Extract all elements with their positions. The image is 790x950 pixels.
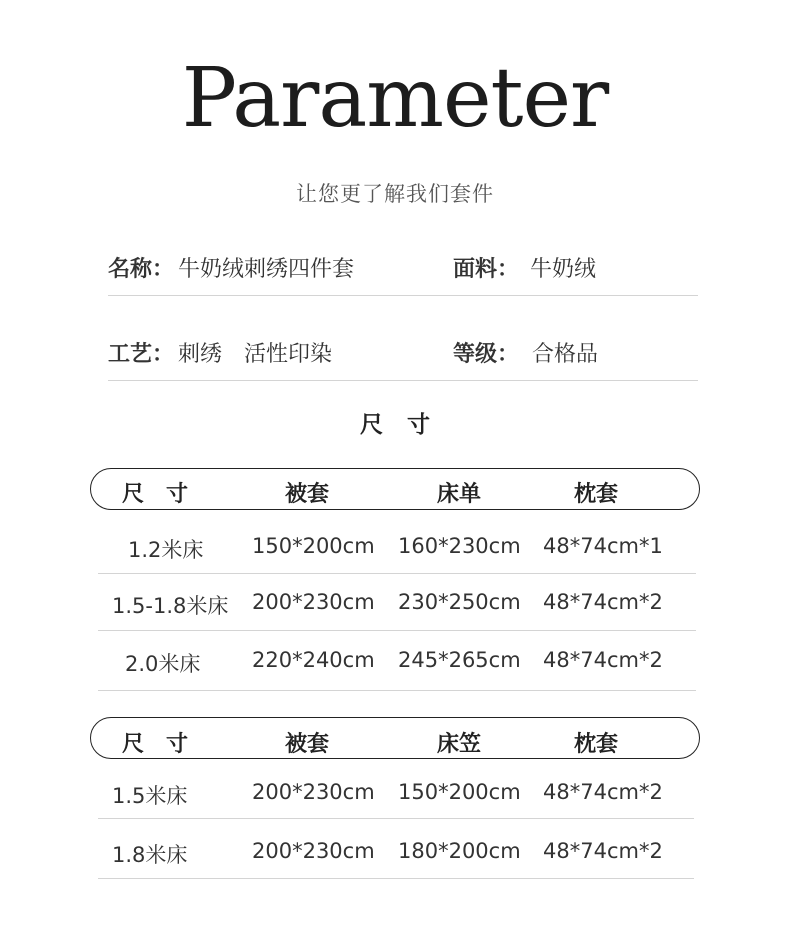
table-cell: 48*74cm*2: [543, 590, 663, 614]
row-divider: [98, 690, 696, 691]
row-divider: [98, 818, 694, 819]
divider: [108, 295, 698, 296]
table-cell: 150*200cm: [398, 780, 521, 804]
table-cell: 1.5-1.8米床: [112, 594, 229, 618]
page-title: Parameter: [181, 51, 609, 146]
table2-header-duvet: 被套: [285, 732, 330, 757]
name-key: 名称：: [108, 257, 175, 282]
fabric-value: 牛奶绒: [530, 257, 597, 282]
table2-header-size: 尺 寸: [122, 732, 189, 757]
table-cell: 200*230cm: [252, 839, 375, 863]
row-divider: [98, 573, 696, 574]
table-cell: 180*200cm: [398, 839, 521, 863]
table-cell: 245*265cm: [398, 648, 521, 672]
table-cell: 160*230cm: [398, 534, 521, 558]
table-cell: 150*200cm: [252, 534, 375, 558]
size-section-title: 尺寸: [360, 412, 454, 438]
row-divider: [98, 878, 694, 879]
table-cell: 48*74cm*2: [543, 648, 663, 672]
grade-key: 等级：: [453, 342, 520, 367]
table-cell: 48*74cm*2: [543, 839, 663, 863]
table2-header-pillowcase: 枕套: [574, 732, 619, 757]
table2-header-fitted-sheet: 床笠: [437, 732, 482, 757]
table1-header-pillowcase: 枕套: [574, 482, 619, 507]
fabric-key: 面料：: [453, 257, 520, 282]
row-divider: [98, 630, 696, 631]
table-cell: 1.8米床: [112, 843, 188, 867]
table-cell: 48*74cm*2: [543, 780, 663, 804]
table1-header-size: 尺 寸: [122, 482, 189, 507]
table-cell: 200*230cm: [252, 590, 375, 614]
grade-value: 合格品: [532, 342, 599, 367]
table-cell: 230*250cm: [398, 590, 521, 614]
craft-value: 刺绣 活性印染: [178, 342, 333, 367]
spec-row-name-fabric: [108, 252, 698, 282]
table-cell: 1.2米床: [128, 538, 204, 562]
divider: [108, 380, 698, 381]
page-subtitle: 让您更了解我们套件: [296, 182, 494, 206]
table1-header-sheet: 床单: [437, 482, 482, 507]
spec-row-craft-grade: [108, 337, 698, 367]
table-cell: 200*230cm: [252, 780, 375, 804]
table-cell: 2.0米床: [125, 652, 201, 676]
table1-header-duvet: 被套: [285, 482, 330, 507]
name-value: 牛奶绒刺绣四件套: [178, 257, 355, 282]
table-cell: 220*240cm: [252, 648, 375, 672]
table-cell: 1.5米床: [112, 784, 188, 808]
table-cell: 48*74cm*1: [543, 534, 663, 558]
craft-key: 工艺：: [108, 342, 175, 367]
